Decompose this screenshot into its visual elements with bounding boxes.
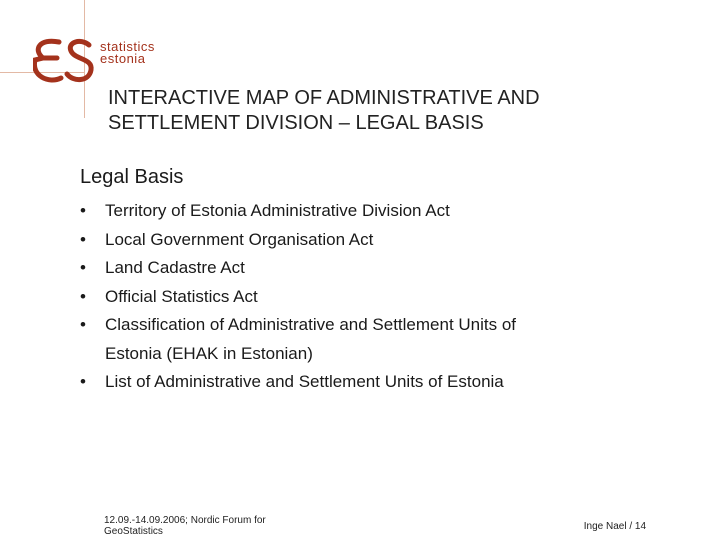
list-item-text [105, 226, 680, 255]
footer-event [104, 515, 266, 537]
list-item [80, 368, 680, 397]
bullet-icon: • [80, 286, 86, 306]
bullet-icon: • [80, 258, 86, 277]
list-item-text [105, 283, 680, 312]
slide-title-line2: SETTLEMENT DIVISION – LEGAL BASIS [108, 112, 484, 134]
list-item-text [105, 368, 680, 397]
list-item [80, 197, 680, 226]
statistics-estonia-logo-mark [33, 36, 95, 86]
bullet-icon: • [80, 372, 86, 391]
list-item-text [105, 311, 680, 368]
footer-event-line1: 12.09.-14.09.2006; Nordic Forum for [104, 515, 266, 526]
logo-wordmark [100, 41, 155, 65]
section-heading: Legal Basis [80, 166, 184, 188]
slide-title-line1: INTERACTIVE MAP OF ADMINISTRATIVE AND [108, 87, 540, 109]
slide-title [108, 86, 708, 136]
footer-event-line2: GeoStatistics [104, 526, 163, 537]
list-item [80, 311, 680, 368]
list-item-line: Territory of Estonia Administrative Division Act [105, 201, 450, 220]
bullet-icon: • [80, 315, 86, 334]
list-item [80, 226, 680, 255]
logo-wordmark-line2: estonia [100, 51, 146, 66]
list-item-line: Official Statistics Act [105, 286, 258, 306]
bullet-icon: • [80, 229, 86, 249]
list-item-line: Land Cadastre Act [105, 258, 245, 277]
logo-wordmark-line1: statistics [100, 39, 155, 54]
list-item [80, 254, 680, 283]
list-item [80, 283, 680, 312]
list-item-line: Estonia (EHAK in Estonian) [105, 343, 313, 363]
list-item-line: List of Administrative and Settlement Units of Estonia [105, 372, 504, 391]
list-item-text [105, 197, 680, 226]
list-item-line: Local Government Organisation Act [105, 229, 374, 249]
footer-author-page: Inge Nael / 14 [583, 521, 646, 532]
bullet-icon: • [80, 201, 86, 220]
list-item-line: Classification of Administrative and Settlement Units of [105, 315, 517, 334]
list-item-text [105, 254, 680, 283]
legal-basis-list [80, 197, 680, 397]
